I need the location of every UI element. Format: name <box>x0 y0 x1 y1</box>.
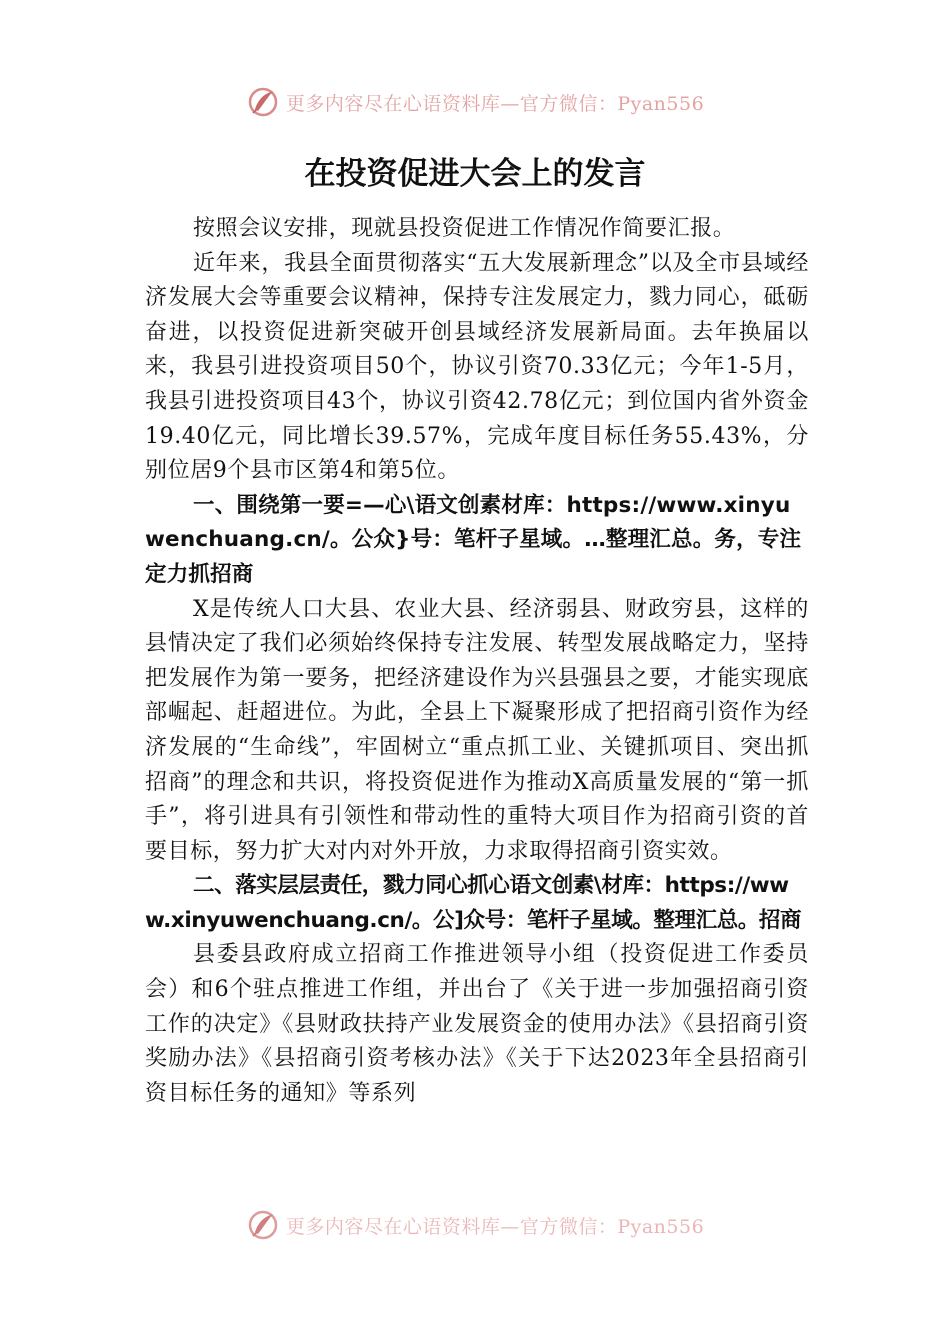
body-paragraph: X是传统人口大县、农业大县、经济弱县、财政穷县，这样的县情决定了我们必须始终保持专注发展、转型发展战略定力，坚持把发展作为第一要务，把经济建设作为兴县强县之要，才能实现底部崛起、赶超进位。为此，全县上下凝聚形成了把招商引资作为经济发展的“生命线”，牢固树立“重点抓工业、关键抓项目、突出抓招商”的理念和共识，将投资促进作为推动X高质量发展的“第一抓手”，将引进具有引领性和带动性的重特大项目作为招商引资的首要目标，努力扩大对内对外开放，力求取得招商引资实效。 <box>145 596 809 864</box>
watermark-text: 更多内容尽在心语资料库—官方微信：Pyan556 <box>285 92 705 115</box>
intro-paragraph: 按照会议安排，现就县投资促进工作情况作简要汇报。 <box>193 216 736 241</box>
watermark-logo-icon <box>246 1208 280 1242</box>
watermark-logo-icon <box>246 85 280 119</box>
section-heading-1: 一、围绕第一要=—心\语文创素材库：https://www.xinyuwenchuang.cn/。公众}号：笔杆子星域。…整理汇总。务，专注定力抓招商 <box>145 492 802 587</box>
watermark-banner-bottom <box>0 1205 950 1245</box>
body-paragraph: 近年来，我县全面贯彻落实“五大发展新理念”以及全市县域经济发展大会等重要会议精神，保持专注发展定力，戮力同心，砥砺奋进，以投资促进新突破开创县域经济发展新局面。去年换届以来，我县引进投资项目50个，协议引资70.33亿元；今年1-5月，我县引进投资项目43个，协议引资42.78亿元；到位国内省外资金19.40亿元，同比增长39.57%，完成年度目标任务55.43%，分别位居9个县市区第4和第5位。 <box>145 250 809 484</box>
watermark-banner-top <box>0 82 950 122</box>
document-body <box>145 212 809 1111</box>
body-paragraph: 县委县政府成立招商工作推进领导小组（投资促进工作委员会）和6个驻点推进工作组，并出台了《关于进一步加强招商引资工作的决定》《县财政扶持产业发展资金的使用办法》《县招商引资奖励办法》《县招商引资考核办法》《关于下达2023年全县招商引资目标任务的通知》等系列 <box>145 942 809 1106</box>
document-title: 在投资促进大会上的发言 <box>304 156 646 192</box>
watermark-text: 更多内容尽在心语资料库—官方微信：Pyan556 <box>285 1215 705 1238</box>
section-heading-2: 二、落实层层责任，戮力同心抓心语文创素\材库：https://www.xinyuwenchuang.cn/。公]众号：笔杆子星域。整理汇总。招商 <box>145 873 802 933</box>
